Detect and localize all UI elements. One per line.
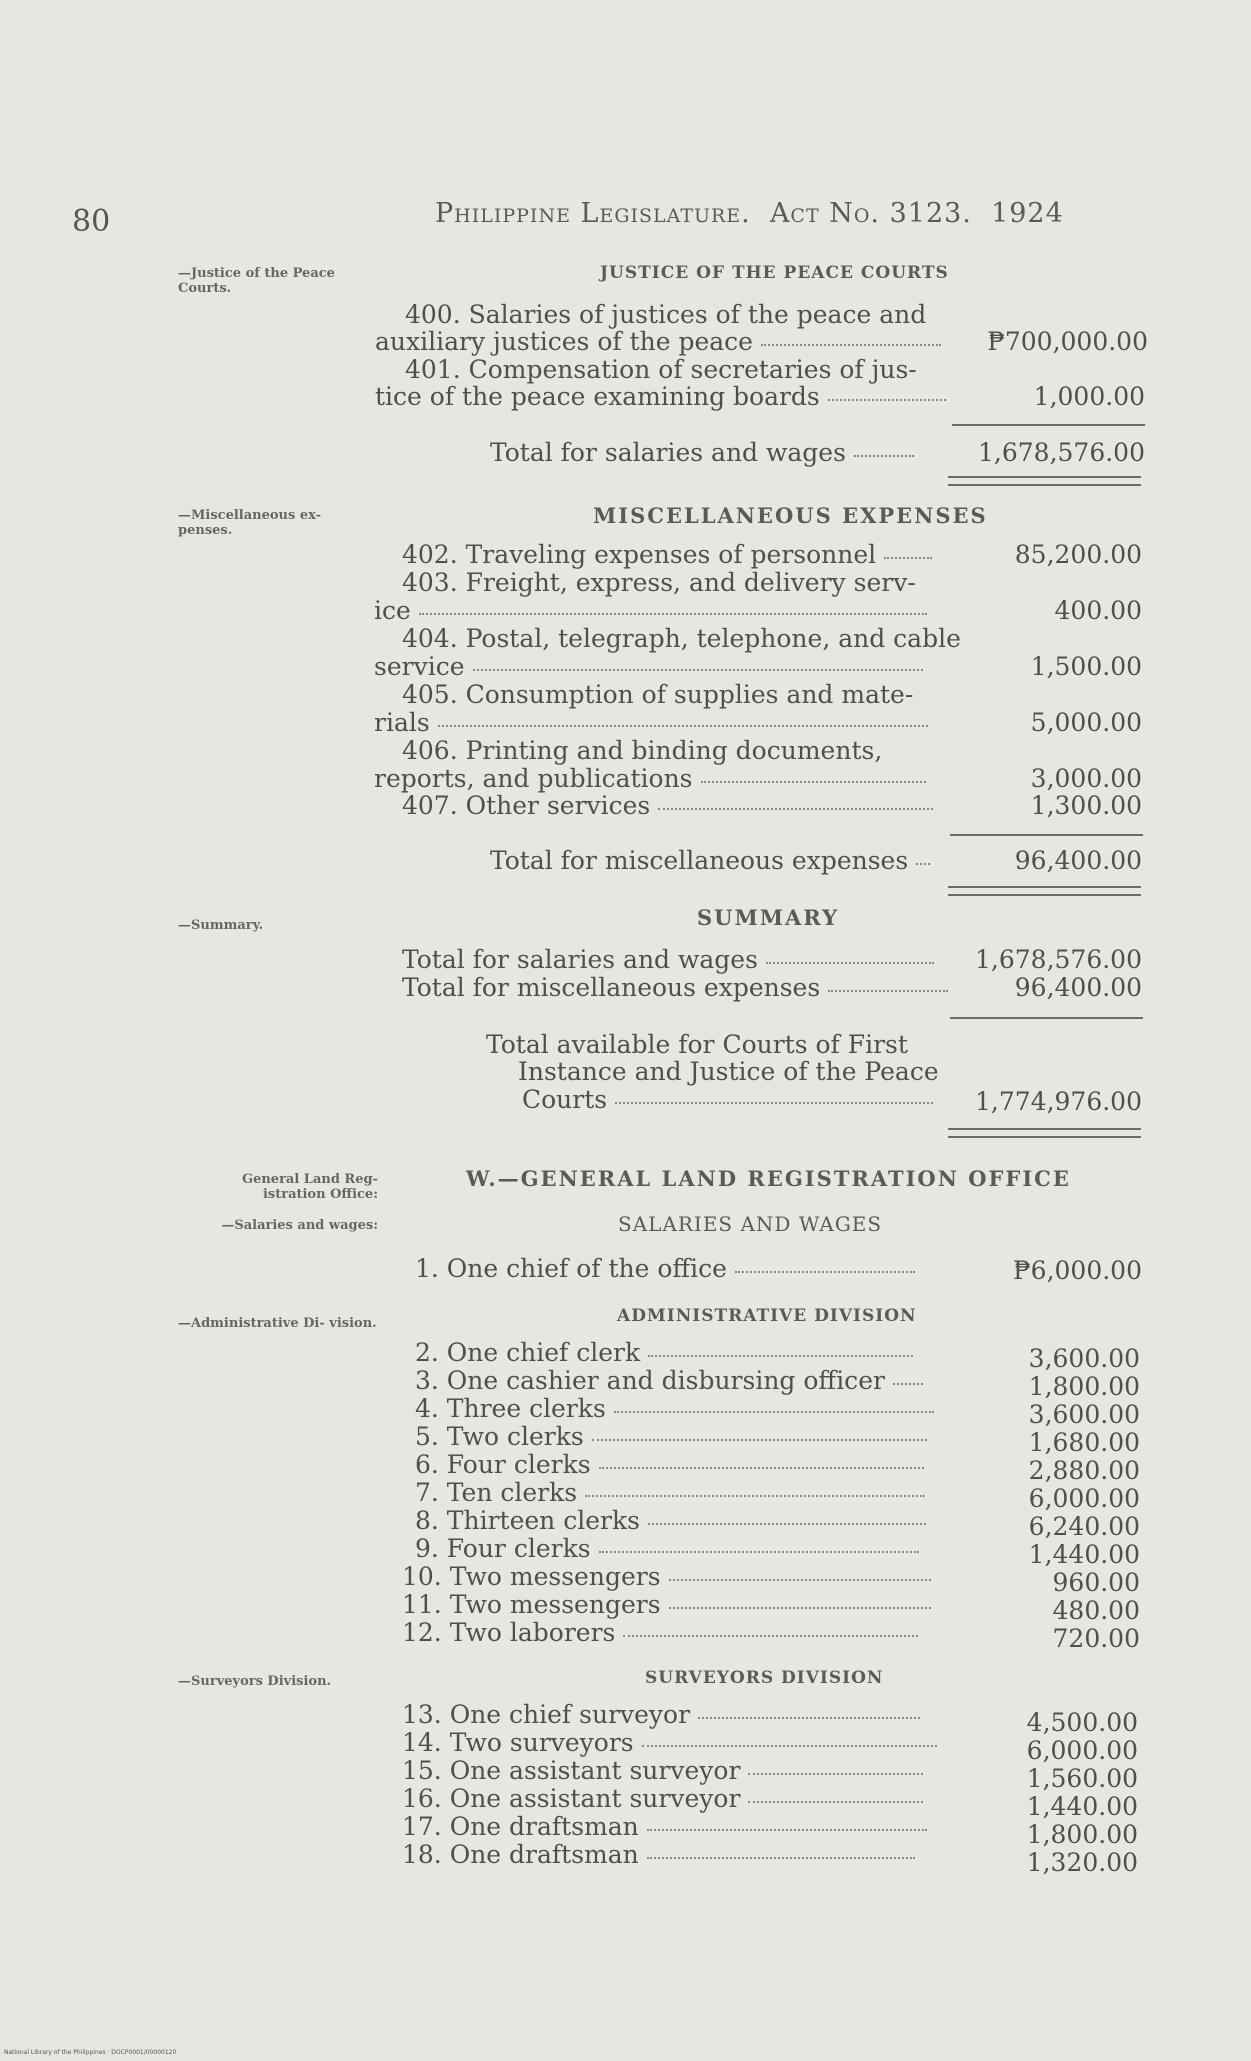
margin-note-surveyors: —Surveyors Division. xyxy=(178,1674,332,1689)
list-item: 5. Two clerks xyxy=(415,1422,927,1451)
total-available-line3: Courts xyxy=(522,1085,933,1114)
page-number: 80 xyxy=(72,204,111,239)
item-400-line2: auxiliary justices of the peace xyxy=(375,327,941,356)
list-item: 2. One chief clerk xyxy=(415,1338,913,1367)
section-heading-misc: MISCELLANEOUS EXPENSES xyxy=(593,503,988,528)
total-salaries-amount: 1,678,576.00 xyxy=(978,438,1145,467)
rule xyxy=(952,424,1145,426)
item-404-line1: 404. Postal, telegraph, telephone, and cable xyxy=(402,624,961,653)
rule xyxy=(950,834,1143,836)
item-401-amount: 1,000.00 xyxy=(1033,382,1145,411)
double-rule xyxy=(948,476,1141,486)
margin-note-justice: —Justice of the Peace Courts. xyxy=(178,266,335,296)
item-1-chief: 1. One chief of the office xyxy=(415,1254,915,1283)
list-item: 11. Two messengers xyxy=(402,1590,931,1619)
section-heading-justice: JUSTICE OF THE PEACE COURTS xyxy=(600,263,949,283)
list-item-amount: 6,000.00 xyxy=(1026,1736,1138,1765)
item-401-line1: 401. Compensation of secretaries of jus- xyxy=(405,355,917,384)
item-405-line2: rials xyxy=(374,708,928,737)
list-item: 14. Two surveyors xyxy=(402,1728,937,1757)
summary-salaries-amount: 1,678,576.00 xyxy=(975,945,1142,974)
item-403-line1: 403. Freight, express, and delivery serv- xyxy=(402,568,916,597)
item-406-line2: reports, and publications xyxy=(374,764,926,793)
running-head-year: 1924 xyxy=(991,198,1064,229)
section-heading-summary: SUMMARY xyxy=(697,905,840,930)
list-item: 15. One assistant surveyor xyxy=(402,1756,923,1785)
margin-note-summary: —Summary. xyxy=(178,918,264,933)
running-head-legislature: Philippine Legislature. xyxy=(435,198,751,229)
double-rule xyxy=(948,886,1141,896)
list-item-amount: 1,800.00 xyxy=(1026,1820,1138,1849)
list-item-amount: 4,500.00 xyxy=(1026,1708,1138,1737)
list-item-amount: 1,440.00 xyxy=(1026,1792,1138,1821)
item-400-amount: ₱700,000.00 xyxy=(987,327,1148,356)
item-1-amount: ₱6,000.00 xyxy=(1013,1256,1142,1285)
list-item: 10. Two messengers xyxy=(402,1562,931,1591)
margin-note-admin: —Administrative Di- vision. xyxy=(178,1316,377,1331)
list-item-amount: 6,000.00 xyxy=(1028,1484,1140,1513)
list-item: 4. Three clerks xyxy=(415,1394,934,1423)
total-misc-amount: 96,400.00 xyxy=(1014,846,1142,875)
running-head xyxy=(435,198,1064,229)
total-misc-label: Total for miscellaneous expenses xyxy=(490,846,930,875)
list-item: 17. One draftsman xyxy=(402,1812,927,1841)
item-404-line2: service xyxy=(374,652,923,681)
scan-footer: National Library of the Philippines · DOCP0001/00000120 xyxy=(4,2049,177,2056)
list-item-amount: 1,560.00 xyxy=(1026,1764,1138,1793)
item-404-amount: 1,500.00 xyxy=(1030,652,1142,681)
list-item-amount: 1,800.00 xyxy=(1028,1372,1140,1401)
summary-misc-amount: 96,400.00 xyxy=(1014,973,1142,1002)
section-heading-admin: ADMINISTRATIVE DIVISION xyxy=(617,1306,917,1326)
section-heading-salaries: SALARIES AND WAGES xyxy=(618,1212,883,1236)
list-item-amount: 3,600.00 xyxy=(1028,1344,1140,1373)
item-403-amount: 400.00 xyxy=(1054,596,1142,625)
double-rule xyxy=(948,1128,1141,1138)
list-item: 8. Thirteen clerks xyxy=(415,1506,926,1535)
list-item-amount: 1,680.00 xyxy=(1028,1428,1140,1457)
total-available-line2: Instance and Justice of the Peace xyxy=(518,1057,939,1086)
item-400-line1: 400. Salaries of justices of the peace and xyxy=(405,300,927,329)
list-item-amount: 720.00 xyxy=(1052,1624,1140,1653)
list-item-amount: 1,320.00 xyxy=(1026,1848,1138,1877)
item-402-amount: 85,200.00 xyxy=(1014,540,1142,569)
summary-misc-label: Total for miscellaneous expenses xyxy=(402,973,948,1002)
running-head-act: Act No. 3123. xyxy=(769,198,972,229)
item-407: 407. Other services xyxy=(402,791,933,820)
item-405-amount: 5,000.00 xyxy=(1030,708,1142,737)
item-403-line2: ice xyxy=(374,596,927,625)
section-heading-glro: W.—GENERAL LAND REGISTRATION OFFICE xyxy=(466,1166,1071,1191)
margin-note-salaries: —Salaries and wages: xyxy=(221,1218,378,1233)
list-item: 7. Ten clerks xyxy=(415,1478,925,1507)
total-salaries-label: Total for salaries and wages xyxy=(490,438,914,467)
list-item-amount: 960.00 xyxy=(1052,1568,1140,1597)
item-407-amount: 1,300.00 xyxy=(1030,791,1142,820)
rule xyxy=(950,1017,1143,1019)
item-406-line1: 406. Printing and binding documents, xyxy=(402,736,883,765)
margin-note-glro: General Land Reg- istration Office: xyxy=(241,1172,378,1202)
margin-note-misc: —Miscellaneous ex- penses. xyxy=(178,508,322,538)
item-405-line1: 405. Consumption of supplies and mate- xyxy=(402,680,914,709)
total-available-line1: Total available for Courts of First xyxy=(486,1030,908,1059)
list-item: 16. One assistant surveyor xyxy=(402,1784,923,1813)
list-item-amount: 1,440.00 xyxy=(1028,1540,1140,1569)
item-402: 402. Traveling expenses of personnel xyxy=(402,540,932,569)
total-available-amount: 1,774,976.00 xyxy=(975,1087,1142,1116)
list-item: 9. Four clerks xyxy=(415,1534,919,1563)
summary-salaries-label: Total for salaries and wages xyxy=(402,945,934,974)
item-406-amount: 3,000.00 xyxy=(1030,764,1142,793)
list-item: 18. One draftsman xyxy=(402,1840,915,1869)
list-item-amount: 2,880.00 xyxy=(1028,1456,1140,1485)
list-item: 13. One chief surveyor xyxy=(402,1700,920,1729)
list-item-amount: 480.00 xyxy=(1052,1596,1140,1625)
section-heading-surveyors: SURVEYORS DIVISION xyxy=(645,1668,884,1688)
list-item-amount: 3,600.00 xyxy=(1028,1400,1140,1429)
list-item: 12. Two laborers xyxy=(402,1618,918,1647)
item-401-line2: tice of the peace examining boards xyxy=(375,382,946,411)
list-item: 6. Four clerks xyxy=(415,1450,924,1479)
list-item-amount: 6,240.00 xyxy=(1028,1512,1140,1541)
list-item: 3. One cashier and disbursing officer xyxy=(415,1366,923,1395)
